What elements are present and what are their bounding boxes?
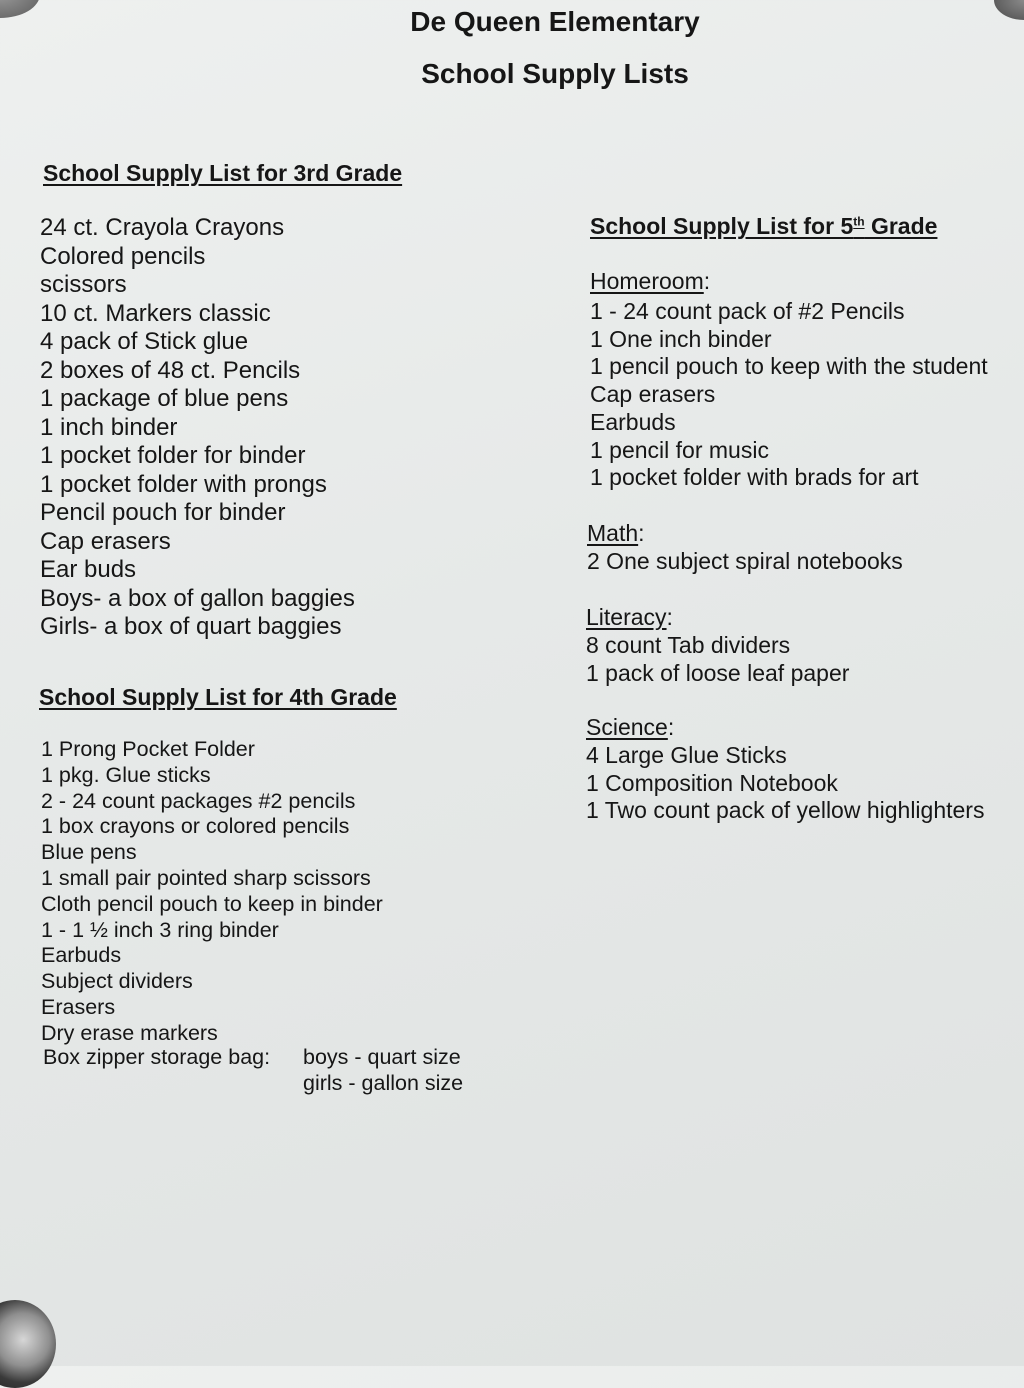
grade3-item: 1 pocket folder with prongs: [40, 470, 327, 498]
grade4-item: Earbuds: [41, 943, 122, 968]
zipper-bag-boys: boys - quart size: [303, 1045, 461, 1069]
school-name: De Queen Elementary: [410, 6, 700, 37]
science-item: 1 Two count pack of yellow highlighters: [586, 797, 985, 824]
zipper-bag-sizes: [303, 1045, 463, 1097]
grade5-heading-suffix: Grade: [864, 213, 938, 239]
grade3-item: scissors: [40, 271, 127, 298]
grade4-item: Subject dividers: [41, 969, 193, 994]
homeroom-item: 1 pencil for music: [590, 436, 769, 463]
grade3-list: [40, 214, 355, 642]
grade3-heading: School Supply List for 3rd Grade: [43, 160, 403, 186]
science-label-text: Science: [586, 714, 668, 740]
homeroom-item: 1 pocket folder with brads for art: [590, 464, 919, 491]
page-title: School Supply Lists: [421, 58, 689, 89]
zipper-bag-label: Box zipper storage bag:: [43, 1045, 271, 1069]
grade4-item: Erasers: [41, 994, 116, 1019]
grade3-item: 4 pack of Stick glue: [40, 328, 249, 355]
homeroom-item: 1 - 24 count pack of #2 Pencils: [590, 298, 905, 324]
grade4-item: 1 - 1 ½ inch 3 ring binder: [41, 917, 279, 942]
grade3-item: 1 package of blue pens: [40, 385, 289, 412]
homeroom-item: Cap erasers: [590, 381, 716, 408]
math-label: Math:: [587, 520, 645, 546]
zipper-bag-girls: girls - gallon size: [303, 1070, 464, 1095]
grade4-item: 2 - 24 count packages #2 pencils: [41, 788, 356, 813]
grade3-item: 2 boxes of 48 ct. Pencils: [40, 356, 301, 384]
binder-clip-bottom-left: [0, 1300, 56, 1388]
math-label-text: Math: [587, 520, 639, 546]
grade3-item: Ear buds: [40, 556, 137, 583]
literacy-label-text: Literacy: [586, 604, 667, 630]
zipper-bag-row: [43, 1045, 464, 1095]
grade4-item: Dry erase markers: [41, 1020, 218, 1045]
literacy-item: 1 pack of loose leaf paper: [586, 659, 850, 686]
grade4-item: 1 pkg. Glue sticks: [41, 762, 211, 787]
grade3-item: Boys- a box of gallon baggies: [40, 584, 355, 612]
grade4-item: 1 Prong Pocket Folder: [41, 737, 255, 761]
science-item: 1 Composition Notebook: [586, 769, 838, 796]
homeroom-label-text: Homeroom: [590, 268, 704, 294]
homeroom-label: Homeroom:: [590, 268, 711, 294]
literacy-item: 8 count Tab dividers: [586, 632, 791, 658]
grade5-heading-prefix: School Supply List for 5: [590, 213, 854, 239]
grade4-item: 1 box crayons or colored pencils: [41, 814, 350, 839]
science-label: Science:: [586, 714, 675, 740]
grade3-item: 1 inch binder: [40, 413, 178, 441]
grade3-item: 1 pocket folder for binder: [40, 442, 306, 469]
homeroom-item: 1 One inch binder: [590, 325, 772, 352]
grade5-heading-sup: th: [853, 214, 865, 229]
grade4-item: Cloth pencil pouch to keep in binder: [41, 891, 383, 916]
math-item: 2 One subject spiral notebooks: [587, 548, 903, 574]
grade3-item: 24 ct. Crayola Crayons: [40, 214, 285, 241]
homeroom-list: [590, 298, 988, 492]
grade3-item: Colored pencils: [40, 242, 206, 270]
grade3-item: 10 ct. Markers classic: [40, 299, 271, 327]
grade5-heading: [590, 213, 937, 240]
math-list: [587, 548, 903, 576]
grade3-item: Girls- a box of quart baggies: [40, 613, 342, 640]
grade4-list: [41, 737, 383, 1047]
homeroom-item: 1 pencil pouch to keep with the student: [590, 353, 988, 380]
grade4-item: Blue pens: [41, 840, 137, 865]
grade4-item: 1 small pair pointed sharp scissors: [41, 865, 371, 890]
science-item: 4 Large Glue Sticks: [586, 742, 787, 768]
literacy-label: Literacy:: [586, 604, 673, 630]
literacy-list: [586, 632, 849, 687]
grade3-item: Pencil pouch for binder: [40, 499, 286, 526]
homeroom-item: Earbuds: [590, 408, 676, 435]
grade3-item: Cap erasers: [40, 527, 171, 555]
grade4-heading: School Supply List for 4th Grade: [39, 684, 397, 710]
science-list: [586, 742, 984, 825]
